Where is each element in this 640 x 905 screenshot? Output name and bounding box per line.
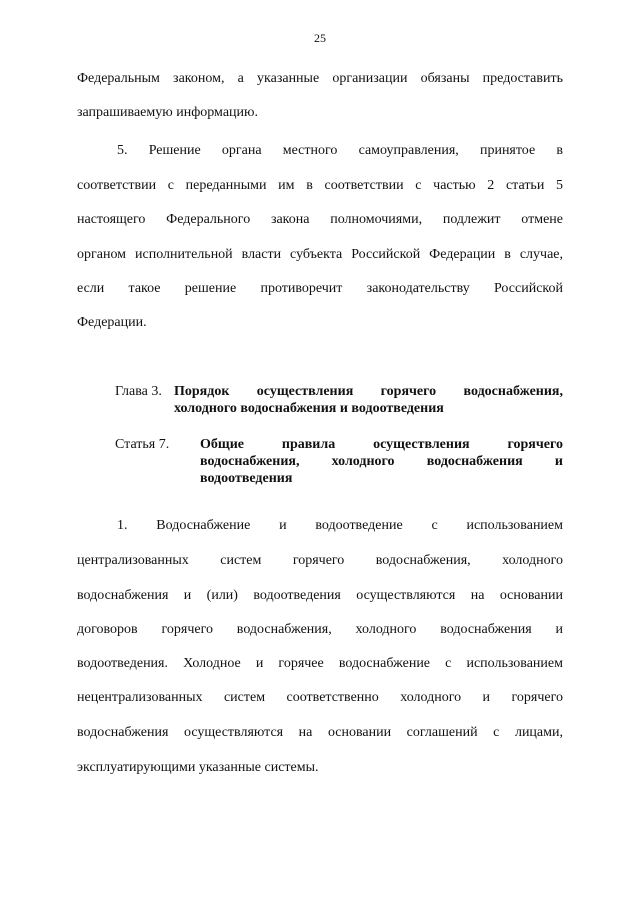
article-label: Статья 7. bbox=[115, 437, 170, 452]
text-line: водоснабжения осуществляются на основании соглашений с лицами, bbox=[77, 725, 563, 740]
text-line: 1. Водоснабжение и водоотведение с использованием bbox=[117, 518, 563, 533]
text-line: настоящего Федерального закона полномочиями, подлежит отмене bbox=[77, 212, 563, 227]
text-line: запрашиваемую информацию. bbox=[77, 105, 258, 120]
text-line: водоснабжения и (или) водоотведения осуществляются на основании bbox=[77, 588, 563, 603]
text-line: нецентрализованных систем соответственно холодного и горячего bbox=[77, 690, 563, 705]
chapter-label: Глава 3. bbox=[115, 384, 162, 399]
text-line: эксплуатирующими указанные системы. bbox=[77, 760, 319, 775]
text-line: Федеральным законом, а указанные организации обязаны предоставить bbox=[77, 71, 563, 86]
text-line: Федерации. bbox=[77, 315, 147, 330]
page-number: 25 bbox=[314, 31, 326, 45]
article-title-line: водоотведения bbox=[200, 471, 293, 486]
article-title-line: водоснабжения, холодного водоснабжения и bbox=[200, 454, 563, 469]
article-title-line: Общие правила осуществления горячего bbox=[200, 437, 563, 452]
text-line: если такое решение противоречит законодательству Российской bbox=[77, 281, 563, 296]
text-line: централизованных систем горячего водоснабжения, холодного bbox=[77, 553, 563, 568]
text-line: соответствии с переданными им в соответствии с частью 2 статьи 5 bbox=[77, 178, 563, 193]
text-line: водоотведения. Холодное и горячее водоснабжение с использованием bbox=[77, 656, 563, 671]
chapter-title-line: холодного водоснабжения и водоотведения bbox=[174, 401, 444, 416]
text-line: органом исполнительной власти субъекта Российской Федерации в случае, bbox=[77, 247, 563, 262]
chapter-title-line: Порядок осуществления горячего водоснабжения, bbox=[174, 384, 563, 399]
text-line: договоров горячего водоснабжения, холодного водоснабжения и bbox=[77, 622, 563, 637]
text-line: 5. Решение органа местного самоуправления, принятое в bbox=[117, 143, 563, 158]
